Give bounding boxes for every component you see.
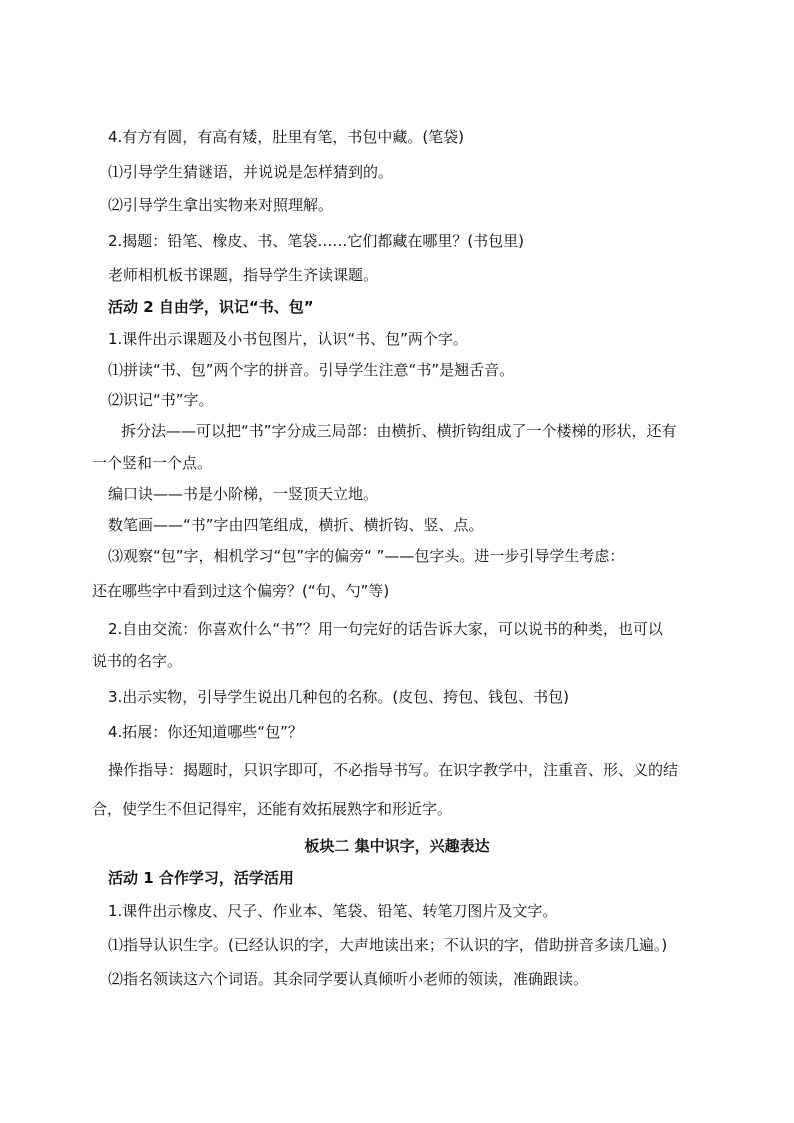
section-heading: 板块二 集中识字，兴趣表达 (304, 837, 490, 855)
activity-heading: 活动 2 自由学，识记“书、包” (108, 298, 314, 316)
paragraph-line: 4.拓展：你还知道哪些“包”？ (108, 723, 303, 741)
paragraph-line: 1.课件出示课题及小书包图片，认识“书、包”两个字。 (108, 330, 468, 348)
riddle-line: 4.有方有圆，有高有矮，肚里有笔，书包中藏。(笔袋) (108, 128, 465, 146)
paragraph-line: 老师相机板书课题，指导学生齐读课题。 (108, 266, 379, 284)
step-line: ⑴拼读“书、包”两个字的拼音。引导学生注意“书”是翘舌音。 (108, 361, 515, 379)
paragraph-continuation: 说书的名字。 (92, 652, 183, 670)
paragraph-line: 拆分法——可以把“书”字分成三局部：由横折、横折钩组成了一个楼梯的形状，还有 (121, 422, 677, 440)
paragraph-line: 编口诀——书是小阶梯，一竖顶天立地。 (108, 485, 379, 503)
step-line: ⑴指导认识生字。(已经认识的字，大声地读出来；不认识的字，借助拼音多读几遍。) (108, 936, 668, 954)
paragraph-continuation: 一个竖和一个点。 (92, 454, 213, 472)
reveal-title-line: 2.揭题：铅笔、橡皮、书、笔袋……它们都藏在哪里？(书包里) (108, 232, 525, 250)
paragraph-line: 3.出示实物，引导学生说出几种包的名称。(皮包、挎包、钱包、书包) (108, 688, 570, 706)
step-line: ⑵指名领读这六个词语。其余同学要认真倾听小老师的领读，准确跟读。 (108, 970, 589, 988)
guidance-line: 操作指导：揭题时，只识字即可，不必指导书写。在识字教学中，注重音、形、义的结 (108, 761, 679, 779)
step-line: ⑵识记“书”字。 (108, 391, 214, 409)
paragraph-line: 1.课件出示橡皮、尺子、作业本、笔袋、铅笔、转笔刀图片及文字。 (108, 902, 558, 920)
guidance-continuation: 合，使学生不但记得牢，还能有效拓展熟字和形近字。 (92, 800, 453, 818)
paragraph-line: 数笔画——“书”字由四笔组成，横折、横折钩、竖、点。 (108, 516, 484, 534)
step-line: ⑵引导学生拿出实物来对照理解。 (108, 196, 334, 214)
paragraph-continuation: 还在哪些字中看到过这个偏旁？(“句、勺”等) (92, 582, 390, 600)
activity-heading: 活动 1 合作学习，活学活用 (108, 869, 294, 887)
paragraph-line: 2.自由交流：你喜欢什么“书”？用一句完好的话告诉大家，可以说书的种类，也可以 (108, 620, 663, 638)
step-line: ⑴引导学生猜谜语，并说说是怎样猜到的。 (108, 163, 394, 181)
paragraph-line: ⑶观察“包”字，相机学习“包”字的偏旁“ ”——包字头。进一步引导学生考虑： (108, 547, 625, 565)
